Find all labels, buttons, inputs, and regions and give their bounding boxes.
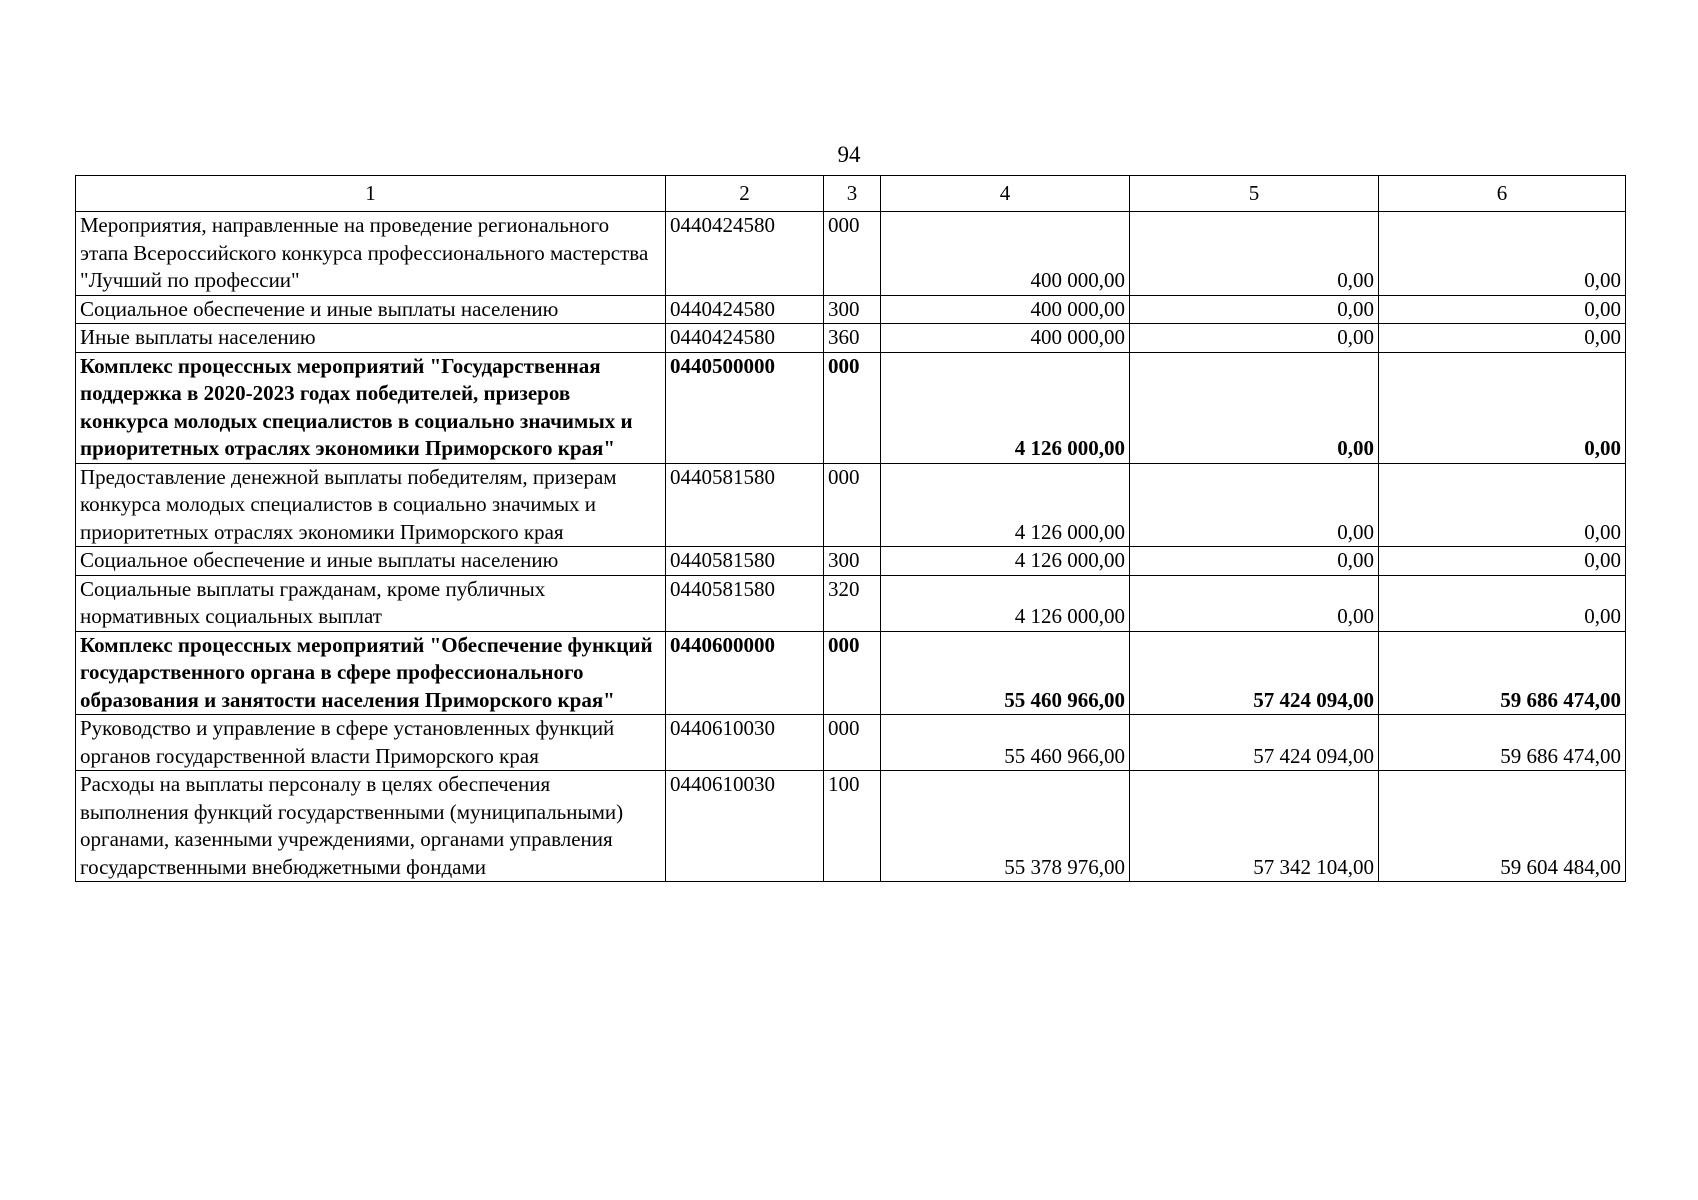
row-amount-col6: 0,00 bbox=[1379, 463, 1626, 547]
row-target-code: 0440581580 bbox=[666, 575, 824, 631]
row-amount-col6: 59 686 474,00 bbox=[1379, 715, 1626, 771]
column-header-2: 2 bbox=[666, 176, 824, 212]
row-expense-type: 300 bbox=[824, 547, 881, 576]
row-target-code: 0440610030 bbox=[666, 715, 824, 771]
row-expense-type: 000 bbox=[824, 631, 881, 715]
row-amount-col4: 400 000,00 bbox=[881, 324, 1130, 353]
row-amount-col5: 0,00 bbox=[1130, 212, 1379, 296]
row-expense-type: 000 bbox=[824, 715, 881, 771]
row-target-code: 0440581580 bbox=[666, 547, 824, 576]
row-name: Предоставление денежной выплаты победителям, призерам конкурса молодых специалистов в социально значимых и приоритетных отраслях экономики Приморского края bbox=[76, 463, 666, 547]
row-name: Иные выплаты населению bbox=[76, 324, 666, 353]
row-amount-col4: 55 460 966,00 bbox=[881, 631, 1130, 715]
row-expense-type: 100 bbox=[824, 771, 881, 882]
row-amount-col6: 0,00 bbox=[1379, 547, 1626, 576]
row-amount-col4: 4 126 000,00 bbox=[881, 352, 1130, 463]
row-expense-type: 300 bbox=[824, 295, 881, 324]
row-name: Комплекс процессных мероприятий "Государственная поддержка в 2020-2023 годах победителей, призеров конкурса молодых специалистов в социально значимых и приоритетных отраслях экономики Приморского края" bbox=[76, 352, 666, 463]
table-row bbox=[76, 575, 1626, 631]
row-amount-col6: 0,00 bbox=[1379, 212, 1626, 296]
row-target-code: 0440600000 bbox=[666, 631, 824, 715]
table-row bbox=[76, 631, 1626, 715]
page-number: 94 bbox=[837, 142, 861, 167]
table-row bbox=[76, 324, 1626, 353]
row-amount-col4: 4 126 000,00 bbox=[881, 575, 1130, 631]
row-expense-type: 000 bbox=[824, 463, 881, 547]
row-name: Комплекс процессных мероприятий "Обеспечение функций государственного органа в сфере профессионального образования и занятости населения Приморского края" bbox=[76, 631, 666, 715]
row-amount-col5: 0,00 bbox=[1130, 463, 1379, 547]
row-amount-col6: 0,00 bbox=[1379, 324, 1626, 353]
row-name: Руководство и управление в сфере установленных функций органов государственной власти Приморского края bbox=[76, 715, 666, 771]
row-name: Социальные выплаты гражданам, кроме публичных нормативных социальных выплат bbox=[76, 575, 666, 631]
row-amount-col6: 59 604 484,00 bbox=[1379, 771, 1626, 882]
row-amount-col5: 57 342 104,00 bbox=[1130, 771, 1379, 882]
row-amount-col6: 59 686 474,00 bbox=[1379, 631, 1626, 715]
row-name: Социальное обеспечение и иные выплаты населению bbox=[76, 547, 666, 576]
row-expense-type: 320 bbox=[824, 575, 881, 631]
column-header-3: 3 bbox=[824, 176, 881, 212]
row-expense-type: 360 bbox=[824, 324, 881, 353]
row-target-code: 0440424580 bbox=[666, 324, 824, 353]
row-amount-col6: 0,00 bbox=[1379, 352, 1626, 463]
column-header-4: 4 bbox=[881, 176, 1130, 212]
row-amount-col6: 0,00 bbox=[1379, 575, 1626, 631]
row-name: Мероприятия, направленные на проведение регионального этапа Всероссийского конкурса профессионального мастерства "Лучший по профессии" bbox=[76, 212, 666, 296]
row-name: Расходы на выплаты персоналу в целях обеспечения выполнения функций государственными (муниципальными) органами, казенными учреждениями, органами управления государственными внебюджетными фондами bbox=[76, 771, 666, 882]
row-amount-col5: 0,00 bbox=[1130, 295, 1379, 324]
row-amount-col5: 0,00 bbox=[1130, 547, 1379, 576]
row-target-code: 0440424580 bbox=[666, 212, 824, 296]
column-header-6: 6 bbox=[1379, 176, 1626, 212]
row-amount-col5: 57 424 094,00 bbox=[1130, 715, 1379, 771]
table-row bbox=[76, 715, 1626, 771]
row-amount-col4: 55 460 966,00 bbox=[881, 715, 1130, 771]
table-row bbox=[76, 547, 1626, 576]
column-header-5: 5 bbox=[1130, 176, 1379, 212]
header-row bbox=[76, 176, 1626, 212]
table-row bbox=[76, 212, 1626, 296]
row-target-code: 0440500000 bbox=[666, 352, 824, 463]
table-row bbox=[76, 463, 1626, 547]
row-name: Социальное обеспечение и иные выплаты населению bbox=[76, 295, 666, 324]
row-amount-col4: 400 000,00 bbox=[881, 295, 1130, 324]
table-row bbox=[76, 352, 1626, 463]
column-header-1: 1 bbox=[76, 176, 666, 212]
row-amount-col5: 0,00 bbox=[1130, 352, 1379, 463]
row-amount-col4: 400 000,00 bbox=[881, 212, 1130, 296]
row-amount-col4: 4 126 000,00 bbox=[881, 547, 1130, 576]
budget-table bbox=[75, 175, 1626, 882]
row-expense-type: 000 bbox=[824, 352, 881, 463]
row-amount-col4: 4 126 000,00 bbox=[881, 463, 1130, 547]
row-target-code: 0440581580 bbox=[666, 463, 824, 547]
row-target-code: 0440610030 bbox=[666, 771, 824, 882]
row-target-code: 0440424580 bbox=[666, 295, 824, 324]
row-expense-type: 000 bbox=[824, 212, 881, 296]
row-amount-col5: 0,00 bbox=[1130, 324, 1379, 353]
row-amount-col5: 0,00 bbox=[1130, 575, 1379, 631]
table-row bbox=[76, 771, 1626, 882]
table-row bbox=[76, 295, 1626, 324]
row-amount-col4: 55 378 976,00 bbox=[881, 771, 1130, 882]
row-amount-col5: 57 424 094,00 bbox=[1130, 631, 1379, 715]
row-amount-col6: 0,00 bbox=[1379, 295, 1626, 324]
